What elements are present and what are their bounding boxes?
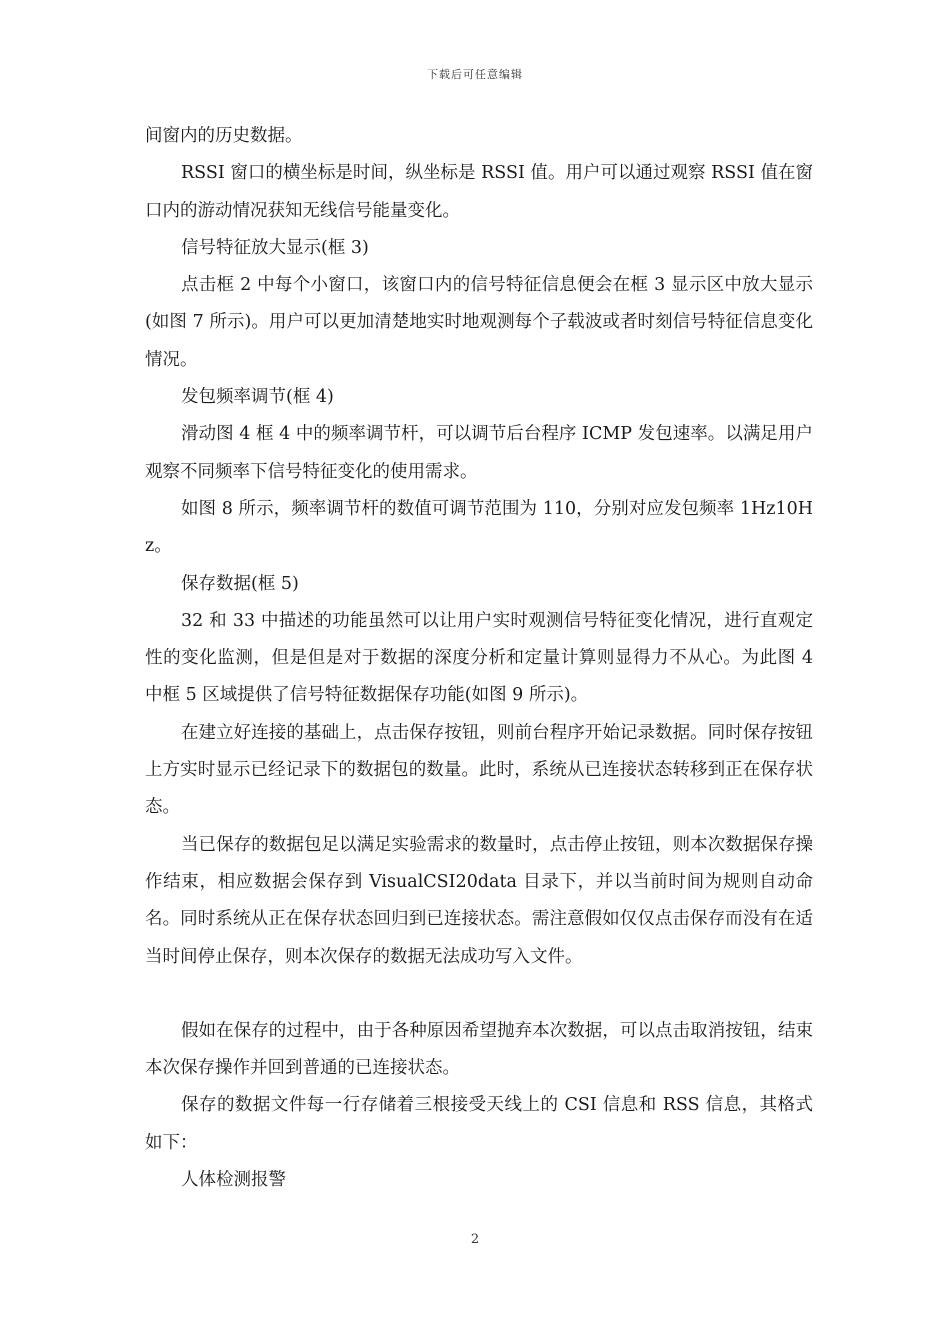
document-body <box>145 118 813 1199</box>
section-heading-human-detection: 人体检测报警 <box>181 1170 286 1191</box>
paragraph-rssi-window: RSSI 窗口的横坐标是时间，纵坐标是 RSSI 值。用户可以通过观察 RSSI 值在窗口内的游动情况获知无线信号能量变化。 <box>145 163 813 221</box>
paragraph-save-start: 在建立好连接的基础上，点击保存按钮，则前台程序开始记录数据。同时保存按钮上方实时显示已经记录下的数据包的数量。此时，系统从已连接状态转移到正在保存状态。 <box>145 722 813 818</box>
section-heading-signal-zoom: 信号特征放大显示(框 3) <box>181 237 369 258</box>
page-header: 下载后可任意编辑 <box>427 68 523 81</box>
paragraph-continuation: 间窗内的历史数据。 <box>145 126 303 146</box>
paragraph-signal-zoom: 点击框 2 中每个小窗口，该窗口内的信号特征信息便会在框 3 显示区中放大显示(如图 7 所示)。用户可以更加清楚地实时地观测每个子载波或者时刻信号特征信息变化情况。 <box>145 275 813 370</box>
paragraph-save-stop: 当已保存的数据包足以满足实验需求的数量时，点击停止按钮，则本次数据保存操作结束，相应数据会保存到 VisualCSI20data 目录下，并以当前时间为规则自动命名。同时系统从正在保存状态回归到已连接状态。需注意假如仅仅点击保存而没有在适当时间停止保存，则本次保存的数据无法成功写入文件。 <box>145 834 813 967</box>
paragraph-frequency-slider: 滑动图 4 框 4 中的频率调节杆，可以调节后台程序 ICMP 发包速率。以满足用户观察不同频率下信号特征变化的使用需求。 <box>145 424 813 482</box>
paragraph-save-cancel: 假如在保存的过程中，由于各种原因希望抛弃本次数据，可以点击取消按钮，结束本次保存操作并回到普通的已连接状态。 <box>145 1020 813 1079</box>
paragraph-spacer <box>145 976 813 1013</box>
paragraph-save-intro: 32 和 33 中描述的功能虽然可以让用户实时观测信号特征变化情况，进行直观定性的变化监测，但是但是对于数据的深度分析和定量计算则显得力不从心。为此图 4 中框 5 区域提供了信号特征数据保存功能(如图 9 所示)。 <box>145 610 813 706</box>
paragraph-file-format: 保存的数据文件每一行存储着三根接受天线上的 CSI 信息和 RSS 信息，其格式如下： <box>145 1095 813 1153</box>
section-heading-frequency: 发包频率调节(框 4) <box>181 387 334 408</box>
page-number: 2 <box>470 1232 480 1247</box>
section-heading-save-data: 保存数据(框 5) <box>181 573 299 594</box>
paragraph-frequency-range: 如图 8 所示，频率调节杆的数值可调节范围为 110，分别对应发包频率 1Hz10Hz。 <box>145 498 813 557</box>
